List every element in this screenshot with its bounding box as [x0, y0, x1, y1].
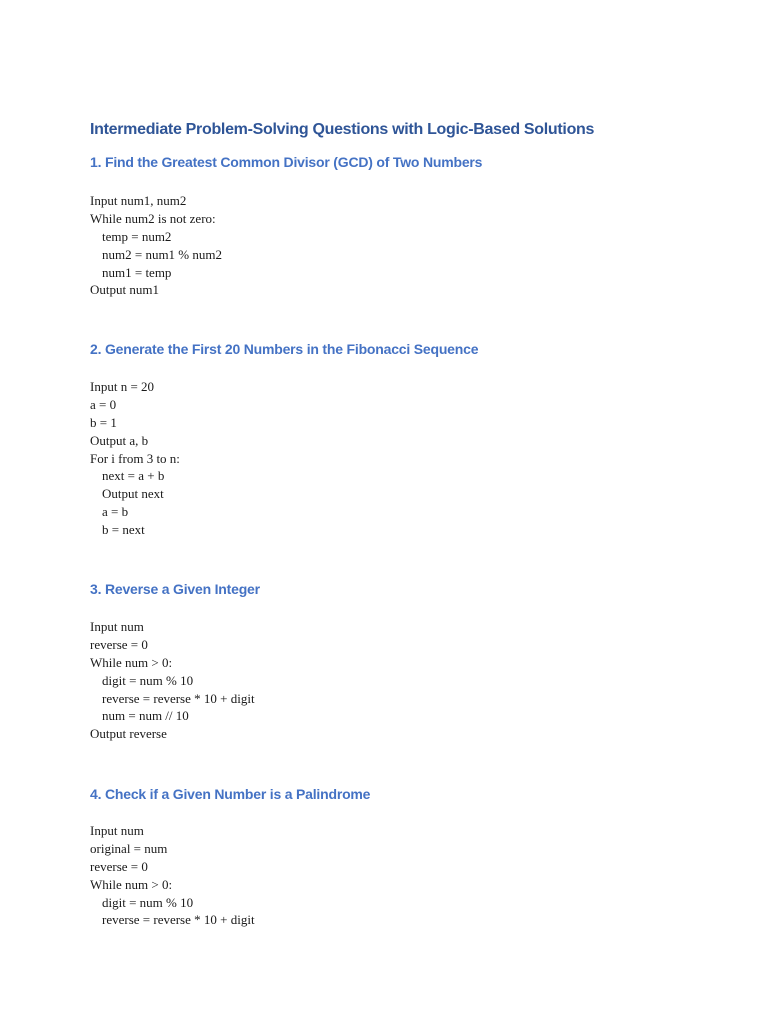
- code-line: Output reverse: [90, 726, 167, 742]
- code-line: digit = num % 10: [102, 672, 194, 688]
- code-line: For i from 3 to n:: [90, 450, 180, 466]
- code-block-palindrome: [90, 822, 255, 929]
- code-line: next = a + b: [102, 468, 165, 484]
- section-heading-gcd: 1. Find the Greatest Common Divisor (GCD) of Two Numbers: [90, 154, 483, 170]
- code-line: Output num1: [90, 282, 159, 298]
- code-line: While num2 is not zero:: [90, 210, 216, 226]
- document-title: Intermediate Problem-Solving Questions with Logic-Based Solutions: [90, 121, 595, 138]
- code-line: reverse = reverse * 10 + digit: [102, 690, 255, 706]
- code-line: num = num // 10: [102, 708, 189, 724]
- code-line: a = b: [102, 504, 129, 520]
- code-line: Input n = 20: [90, 379, 155, 394]
- code-line: a = 0: [90, 396, 117, 412]
- code-line: reverse = 0: [90, 858, 148, 874]
- code-line: Input num: [90, 619, 144, 634]
- code-line: Output next: [102, 486, 164, 502]
- code-line: reverse = reverse * 10 + digit: [102, 912, 255, 928]
- section-heading-palindrome: 4. Check if a Given Number is a Palindrome: [90, 786, 371, 802]
- code-line: temp = num2: [102, 228, 172, 244]
- section-heading-fibonacci: 2. Generate the First 20 Numbers in the Fibonacci Sequence: [90, 341, 479, 357]
- code-block-reverse-integer: [90, 618, 255, 743]
- code-line: Output a, b: [90, 432, 149, 448]
- code-block-fibonacci: [90, 378, 180, 539]
- code-line: While num > 0:: [90, 876, 173, 892]
- code-block-gcd: [90, 192, 222, 299]
- code-line: original = num: [90, 840, 168, 856]
- code-line: reverse = 0: [90, 636, 148, 652]
- code-line: digit = num % 10: [102, 894, 194, 910]
- code-line: b = 1: [90, 414, 117, 430]
- code-line: Input num1, num2: [90, 193, 187, 208]
- code-line: num2 = num1 % num2: [102, 246, 222, 262]
- code-line: Input num: [90, 823, 144, 838]
- code-line: b = next: [102, 522, 145, 538]
- code-line: While num > 0:: [90, 654, 173, 670]
- section-heading-reverse-integer: 3. Reverse a Given Integer: [90, 581, 260, 597]
- code-line: num1 = temp: [102, 264, 172, 280]
